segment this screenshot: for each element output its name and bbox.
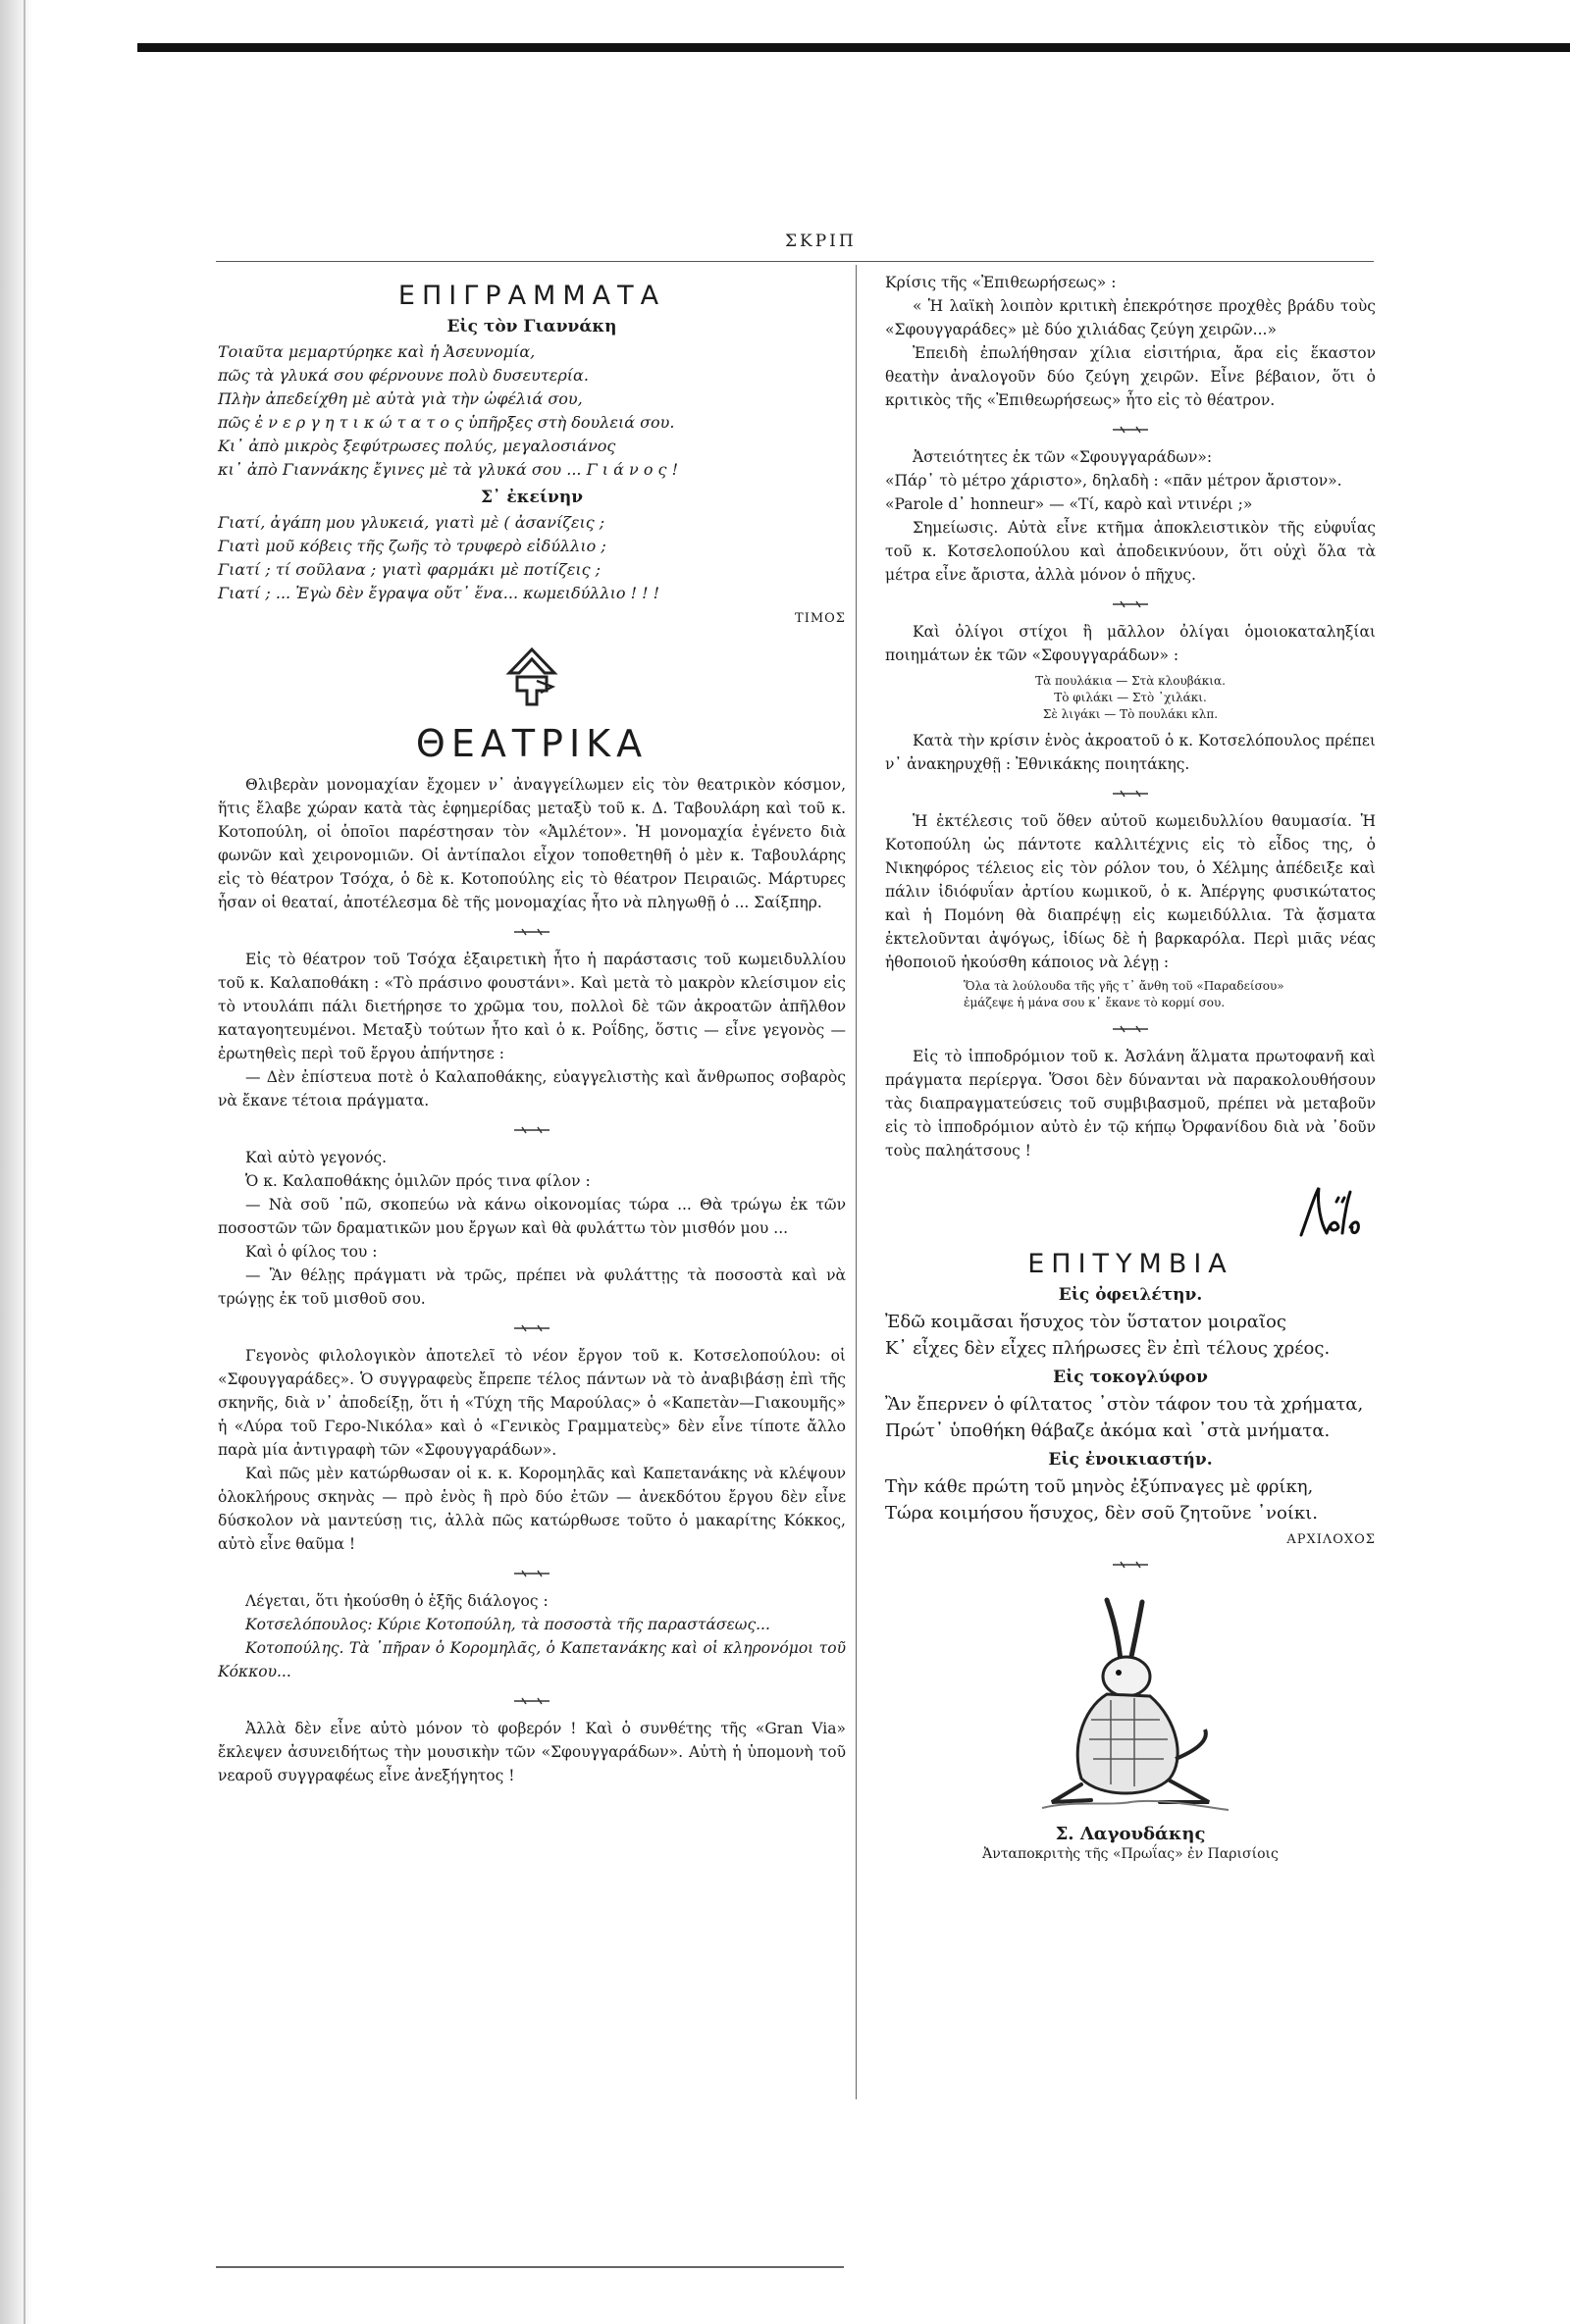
- epitymbia-title: ΕΠΙΤΥΜΒΙΑ: [1027, 1249, 1233, 1279]
- right-paragraph: Ἀστειότητες ἐκ τῶν «Σφουγγαράδων»:: [913, 448, 1213, 466]
- theatre-paragraph: Εἰς τὸ θέατρον τοῦ Τσόχα ἐξαιρετικὴ ἦτο ἡ παράστασις τοῦ κωμειδυλλίου τοῦ κ. Καλαποθάκη : «Τὸ πράσινο φουστάνι». Καὶ μετὰ τὸ μακρὸν κλείσιμον εἰς τὸ ντουλάπι πάλι διετήρησε το χρῶμα του, πολλοὶ δὲ τῶν ἀκροατῶν ἀπῆλθον καταγοητευμένοι. Μεταξὺ τούτων ἦτο καὶ ὁ κ. Ροΐδης, ὅστις — εἶνε γεγονὸς — ἐρωτηθεὶς περὶ τοῦ ἔργου ἀπήντησε :: [218, 951, 846, 1062]
- theatre-paragraph: — Νὰ σοῦ ᾽πῶ, σκοπεύω νὰ κάνω οἰκονομίας τώρα ... Θὰ τρώγω ἐκ τῶν ποσοστῶν τῶν δραματικῶν μου ἔργων καὶ θὰ φυλάττω τὸν μισθόν μου ...: [218, 1196, 846, 1237]
- theatre-paragraph: Λέγεται, ὅτι ἠκούσθη ὁ ἑξῆς διάλογος :: [245, 1592, 549, 1610]
- left-column: [218, 281, 846, 1787]
- caricature-name: Σ. Λαγουδάκης: [1055, 1824, 1206, 1844]
- theatre-paragraph: — Δὲν ἐπίστευα ποτὲ ὁ Καλαποθάκης, εὐαγγελιστὴς καὶ ἄνθρωπος σοβαρὸς νὰ ἔκανε τέτοια πράγματα.: [218, 1068, 846, 1110]
- verse-line: Πλὴν ἀπεδείχθη μὲ αὐτὰ γιὰ τὴν ὠφέλιά σου,: [218, 389, 583, 408]
- verse-line: Ὅλα τὰ λούλουδα τῆς γῆς τ᾿ ἄνθη τοῦ «Παραδείσου»: [964, 979, 1284, 993]
- epitymbia-signature: ΑΡΧΙΛΟΧΟΣ: [1286, 1532, 1376, 1547]
- rhyme-examples: [885, 673, 1376, 723]
- theatre-paragraph: Γεγονὸς φιλολογικὸν ἀποτελεῖ τὸ νέον ἔργον τοῦ κ. Κοτσελοπούλου: οἱ «Σφουγγαράδες». Ὁ συγγραφεὺς ἔπρεπε τέλος πάντων νὰ τὸ ἀναβιβάσῃ ἐπὶ τῆς σκηνῆς, διὰ ν᾿ ἀποδείξῃ, ὅτι ἡ «Τύχη τῆς Μαρούλας» ὁ «Καπετὰν—Γιακουμῆς» ἡ «Λύρα τοῦ Γερο-Νικόλα» καὶ ὁ «Γενικὸς Γραμματεὺς» δὲν εἶνε τίποτε ἄλλο παρὰ μία ἀντιγραφὴ τῶν «Σφουγγαράδων».: [218, 1347, 846, 1459]
- theatre-paragraph: Ὁ κ. Καλαποθάκης ὁμιλῶν πρός τινα φίλον :: [245, 1172, 591, 1190]
- column-rule: [856, 265, 857, 2099]
- epigrams-title: ΕΠΙΓΡΑΜΜΑΤΑ: [397, 281, 666, 311]
- separator-ornament: [1106, 1561, 1155, 1569]
- bottom-rule: [216, 2266, 844, 2268]
- verse-line: Ἐδῶ κοιμᾶσαι ἥσυχος τὸν ὕστατον μοιραῖος: [885, 1312, 1286, 1332]
- caricature-caption: Ἀνταποκριτὴς τῆς «Πρωΐας» ἐν Παρισίοις: [982, 1846, 1279, 1862]
- epitaph-2: [885, 1391, 1376, 1444]
- scan-line: [24, 0, 26, 2324]
- separator-ornament: [507, 1126, 556, 1134]
- dialogue-line: Κοτοπούλης. Τὰ ᾽πῆραν ὁ Κορομηλᾶς, ὁ Καπετανάκης καὶ οἱ κληρονόμοι τοῦ Κόκκου...: [218, 1639, 846, 1680]
- theatre-paragraph: Καὶ αὐτὸ γεγονός.: [245, 1149, 388, 1166]
- theatre-paragraph: — Ἂν θέλῃς πράγματι νὰ τρῶς, πρέπει νὰ φυλάττῃς τὰ ποσοστὰ καὶ νὰ τρώγῃς ἐκ τοῦ μισθοῦ σου.: [218, 1266, 846, 1308]
- verse-line: Γιατί, ἀγάπη μου γλυκειά, γιατὶ μὲ ( ἀσανίζεις ;: [218, 513, 605, 532]
- epitaph-3: [885, 1473, 1376, 1526]
- right-column: [885, 271, 1376, 1862]
- verse-line: Τὸ φιλάκι — Στὸ ᾽χιλάκι.: [1054, 691, 1207, 704]
- verse-line: Ἂν ἔπερνεν ὁ φίλτατος ᾽στὸν τάφον του τὰ χρήματα,: [885, 1394, 1364, 1415]
- verse-line: Τὰ πουλάκια — Στὰ κλουβάκια.: [1035, 674, 1226, 688]
- verse-line: Γιατί ; τί σοῦλανα ; γιατὶ φαρμάκι μὲ ποτίζεις ;: [218, 560, 602, 579]
- theatre-paragraph: Καὶ ὁ φίλος του :: [245, 1243, 378, 1261]
- theatre-paragraph: Ἀλλὰ δὲν εἶνε αὐτὸ μόνον τὸ φοβερόν ! Καὶ ὁ συνθέτης τῆς «Gran Via» ἔκλεψεν ἀσυνειδήτως τὴν μουσικὴν τῶν «Σφουγγαράδων». Αὐτὴ ἡ ὑπομονὴ τοῦ νεαροῦ συγγραφέως εἶνε ἀνεξήγητος !: [218, 1720, 846, 1784]
- separator-ornament: [1106, 426, 1155, 434]
- right-paragraph: Κρίσις τῆς «Ἐπιθεωρήσεως» :: [885, 274, 1117, 291]
- verse-line: Σὲ λιγάκι — Τὸ πουλάκι κλπ.: [1042, 707, 1219, 721]
- right-paragraph: Σημείωσις. Αὐτὰ εἶνε κτῆμα ἀποκλειστικὸν τῆς εὐφυΐας τοῦ κ. Κοτσελοπούλου καὶ ἀποδεικνύουν, ὅτι οὐχὶ ὅλα τὰ μέτρα εἶνε ἄριστα, ἀλλὰ μόνον ὁ πῆχυς.: [885, 519, 1376, 584]
- separator-ornament: [1106, 790, 1155, 798]
- theatre-paragraph: Καὶ πῶς μὲν κατώρθωσαν οἱ κ. κ. Κορομηλᾶς καὶ Καπετανάκης νὰ κλέψουν ὁλοκλήρους σκηνὰς — πρὸ ἑνὸς ἢ πρὸ δύο ἐτῶν — ἀνεκδότου ἔργου δὲν εἶνε δύσκολον νὰ μαντεύσῃ τις, ἀλλὰ πῶς κατώρθωσε τοῦτο ὁ μακαρίτης Κόκκος, αὐτὸ εἶνε θαῦμα !: [218, 1465, 846, 1553]
- epigram-2-heading: Σ᾿ ἐκείνην: [480, 488, 584, 507]
- leila-signature: [1297, 1184, 1366, 1239]
- theatre-paragraph: Θλιβερὰν μονομαχίαν ἔχομεν ν᾿ ἀναγγείλωμεν εἰς τὸν θεατρικὸν κόσμον, ἥτις ἔλαβε χώραν κατὰ τὰς ἐφημερίδας μεταξὺ τοῦ κ. Δ. Ταβουλάρη καὶ τοῦ κ. Κοτοπούλη, οἱ ὁποῖοι παρέστησαν τὸν «Ἀμλέτον». Ἡ μονομαχία ἐγένετο διὰ φωνῶν καὶ χειρονομιῶν. Οἱ ἀντίπαλοι εἶχον τοποθετηθῆ ὁ μὲν κ. Ταβουλάρης εἰς τὸ θέατρον Τσόχα, ὁ δὲ κ. Κοτοπούλης εἰς τὸ θέατρον Πειραιῶς. Μάρτυρες ἦσαν οἱ θεαταί, ἀποτέλεσμα δὲ τῆς μονομαχίας ἦτο νὰ πληγωθῇ ὁ ... Σαίξπηρ.: [218, 776, 846, 911]
- theatre-title: ΘΕΑΤΡΙΚΑ: [415, 722, 649, 765]
- verse-line: πῶς ἐ ν ε ρ γ η τ ι κ ώ τ α τ ο ς ὑπῆρξες στὴ δουλειά σου.: [218, 413, 675, 432]
- verse-line: πῶς τὰ γλυκά σου φέρνουνε πολὺ δυσευτερία.: [218, 366, 589, 385]
- verse-line: Τώρα κοιμήσου ἥσυχος, δὲν σοῦ ζητοῦνε ᾽νοίκι.: [885, 1503, 1318, 1524]
- verse-line: κι᾿ ἀπὸ Γιαννάκης ἔγινες μὲ τὰ γλυκά σου ... Γ ι ά ν ο ς !: [218, 460, 679, 479]
- epitaph-3-heading: Εἰς ἐνοικιαστήν.: [1048, 1450, 1213, 1470]
- right-paragraph: Εἰς τὸ ἱπποδρόμιον τοῦ κ. Ἀσλάνη ἅλματα πρωτοφανῆ καὶ πράγματα περίεργα. Ὅσοι δὲν δύνανται νὰ παρακολουθήσουν τὰς διαπραγματεύσεις τοῦ συμβιβασμοῦ, πρέπει νὰ μεταβοῦν εἰς τὸ ἱπποδρόμιον αὐτὸ ἐν τῷ κήπῳ Ὀρφανίδου διὰ νὰ ᾽δοῦν τοὺς παληάτσους !: [885, 1048, 1376, 1160]
- epigram-1: [218, 340, 846, 482]
- scan-left-edge: [0, 0, 33, 2324]
- epitaph-1-heading: Εἰς ὀφειλέτην.: [1058, 1285, 1203, 1305]
- separator-ornament: [507, 1324, 556, 1332]
- epigram-1-heading: Εἰς τὸν Γιαννάκη: [446, 317, 617, 336]
- right-paragraph: Ἡ ἐκτέλεσις τοῦ ὅθεν αὐτοῦ κωμειδυλλίου θαυμασία. Ἡ Κοτοπούλη ὡς πάντοτε καλλιτέχνις εἰς τὸ εἶδος της, ὁ Νικηφόρος τέλειος εἰς τὸν ρόλον του, ὁ Χέλμης ἀπέδειξε καὶ πάλιν ἰδιόφυΐαν ἀρτίου κωμικοῦ, ὁ κ. Ἀπέργης φυσικώτατος καὶ ἡ Πομόνη θὰ διαπρέψῃ εἰς κωμειδύλλια. Τὰ ᾄσματα ἐκτελοῦνται ἀψόγως, ἰδίως δὲ ἡ βαρκαρόλα. Περὶ μιᾶς νέας ἠθοποιοῦ ἠκούσθη κάποιος νὰ λέγῃ :: [885, 812, 1376, 971]
- right-paragraph: Κατὰ τὴν κρίσιν ἑνὸς ἀκροατοῦ ὁ κ. Κοτσελόπουλος πρέπει ν᾿ ἀνακηρυχθῇ : Ἐθνικάκης ποιητάκης.: [885, 732, 1376, 773]
- separator-ornament: [507, 928, 556, 936]
- dialogue-line: Κοτσελόπουλος: Κύριε Κοτοπούλη, τὰ ποσοστὰ τῆς παραστάσεως...: [245, 1616, 770, 1633]
- epitaph-1: [885, 1309, 1376, 1362]
- epigram-2: [218, 511, 846, 605]
- verse-line: Πρώτ᾿ ὑποθήκη θάβαζε ἀκόμα καὶ ᾽στὰ μνήματα.: [885, 1420, 1331, 1441]
- right-paragraph: « Ἡ λαϊκὴ λοιπὸν κριτικὴ ἐπεκρότησε προχθὲς βράδυ τοὺς «Σφουγγαράδες» μὲ δύο χιλιάδας ζεύγη χειρῶν...»: [885, 297, 1376, 338]
- verse-line: Κ᾿ εἶχες δὲν εἶχες πλήρωσες ἓν ἐπὶ τέλους χρέος.: [885, 1338, 1331, 1359]
- quoted-verse: [964, 978, 1376, 1011]
- epitaph-2-heading: Εἰς τοκογλύφον: [1053, 1368, 1208, 1387]
- hare-caricature-illustration: [1013, 1592, 1248, 1818]
- epigrams-signature: ΤΙΜΟΣ: [795, 611, 846, 626]
- separator-ornament: [507, 1697, 556, 1705]
- right-paragraph: Ἐπειδὴ ἐπωλήθησαν χίλια εἰσιτήρια, ἄρα εἰς ἕκαστον θεατὴν ἀναλογοῦν δύο ζεύγη χειρῶν. Εἶνε βέβαιον, ὅτι ὁ κριτικὸς τῆς «Ἐπιθεωρήσεως» ἦτο εἰς τὸ θέατρον.: [885, 344, 1376, 409]
- separator-ornament: [1106, 600, 1155, 608]
- verse-line: Τὴν κάθε πρώτη τοῦ μηνὸς ἐξύπναγες μὲ φρίκη,: [885, 1476, 1314, 1497]
- right-paragraph: «Πάρ᾿ τὸ μέτρο χάριστο», δηλαδὴ : «πᾶν μέτρον ἄριστον».: [885, 472, 1342, 490]
- masthead: ΣΚΡΙΠ: [785, 232, 857, 251]
- top-border-bar: [137, 43, 1570, 52]
- verse-line: Γιατί ; ... Ἐγὼ δὲν ἔγραψα οὔτ᾿ ἕνα... κωμειδύλλιο ! ! !: [218, 584, 660, 602]
- verse-line: Τοιαῦτα μεμαρτύρηκε καὶ ἡ Ἀσευνομία,: [218, 342, 536, 361]
- right-paragraph: «Parole d᾿ honneur» — «Τί, καρὸ καὶ ντινέρι ;»: [885, 495, 1253, 513]
- theatre-mask-logo: [497, 644, 566, 712]
- verse-line: ἐμάζεψε ἡ μάνα σου κ᾿ ἔκανε τὸ κορμί σου.: [964, 996, 1226, 1009]
- separator-ornament: [1106, 1025, 1155, 1033]
- right-paragraph: Καὶ ὀλίγοι στίχοι ἢ μᾶλλον ὀλίγαι ὁμοιοκαταληξίαι ποιημάτων ἐκ τῶν «Σφουγγαράδων» :: [885, 623, 1376, 664]
- header-rule: [216, 261, 1374, 262]
- separator-ornament: [507, 1570, 556, 1577]
- verse-line: Γιατὶ μοῦ κόβεις τῆς ζωῆς τὸ τρυφερὸ εἰδύλλιο ;: [218, 537, 606, 555]
- verse-line: Κι᾿ ἀπὸ μικρὸς ξεφύτρωσες πολύς, μεγαλοσιάνος: [218, 437, 616, 455]
